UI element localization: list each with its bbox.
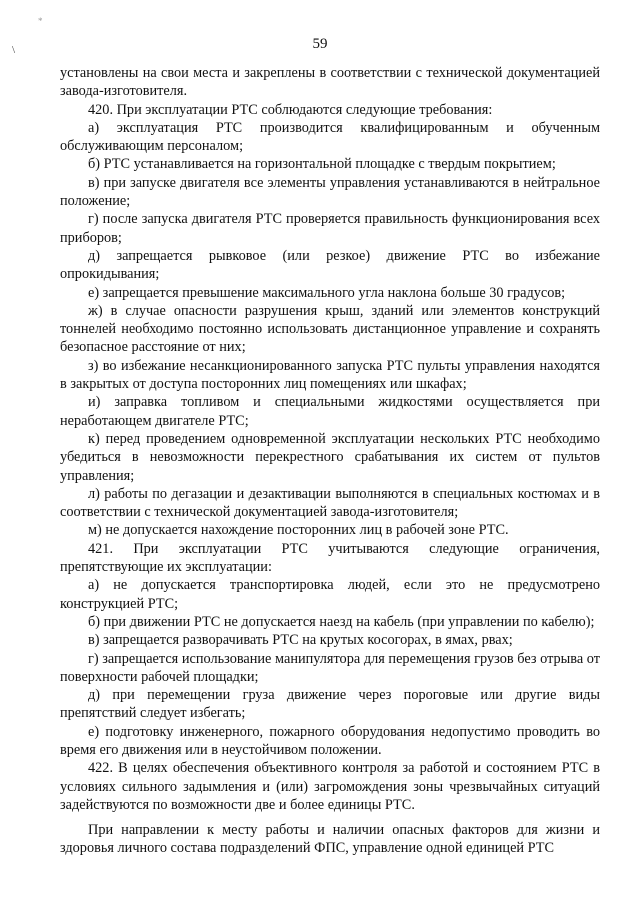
list-item-420-zh: ж) в случае опасности разрушения крыш, зданий или элементов конструкций тоннелей необходимо постоянно использовать дистанционное управление и сохранять безопасное расстояние от них;: [60, 302, 600, 356]
paragraph-420: 420. При эксплуатации РТС соблюдаются следующие требования:: [88, 101, 493, 118]
list-item-420-a: а) эксплуатация РТС производится квалифицированным и обученным обслуживающим персоналом;: [60, 119, 600, 155]
list-item-421-e: е) подготовку инженерного, пожарного оборудования недопустимо проводить во время его движения или в неустойчивом положении.: [60, 723, 600, 758]
body-text: [60, 64, 600, 858]
paragraph-continuation: установлены на свои места и закреплены в соответствии с технической документацией завода-изготовителя.: [60, 65, 600, 100]
list-item-420-k: к) перед проведением одновременной эксплуатации нескольких РТС необходимо убедиться в невозможности перекрестного срабатывания их систем от пультов управления;: [60, 430, 600, 484]
paragraph-421: 421. При эксплуатации РТС учитываются следующие ограничения, препятствующие их эксплуатации:: [60, 540, 600, 576]
list-item-421-a: а) не допускается транспортировка людей, если это не предусмотрено конструкцией РТС;: [60, 577, 600, 612]
scan-mark-top: *: [38, 16, 43, 26]
list-item-420-v: в) при запуске двигателя все элементы управления устанавливаются в нейтральное положение;: [60, 174, 600, 210]
list-item-421-v: в) запрещается разворачивать РТС на крутых косогорах, в ямах, рвах;: [88, 632, 513, 649]
list-item-421-b: б) при движении РТС не допускается наезд на кабель (при управлении по кабелю);: [88, 613, 595, 630]
list-item-421-d: д) при перемещении груза движение через пороговые или другие виды препятствий следует избегать;: [60, 687, 600, 722]
list-item-420-d: д) запрещается рывковое (или резкое) движение РТС во избежание опрокидывания;: [60, 247, 600, 283]
paragraph-422: 422. В целях обеспечения объективного контроля за работой и состоянием РТС в условиях сильного задымления и (или) загромождения зоны чрезвычайных ситуаций задействуются по возможности две и более единицы РТС.: [60, 760, 600, 813]
list-item-420-i: и) заправка топливом и специальными жидкостями осуществляется при неработающем двигателе РТС;: [60, 394, 600, 429]
list-item-420-m: м) не допускается нахождение посторонних лиц в рабочей зоне РТС.: [88, 522, 509, 539]
list-item-420-b: б) РТС устанавливается на горизонтальной площадке с твердым покрытием;: [88, 156, 556, 173]
list-item-420-e: е) запрещается превышение максимального угла наклона больше 30 градусов;: [88, 284, 566, 301]
list-item-421-g: г) запрещается использование манипулятора для перемещения грузов без отрыва от поверхности рабочей площадки;: [60, 650, 600, 685]
list-item-420-z: з) во избежание несанкционированного запуска РТС пульты управления находятся в закрытых от доступа посторонних лиц помещениях или шкафах;: [60, 357, 600, 393]
list-item-420-l: л) работы по дегазации и дезактивации выполняются в специальных костюмах и в соответствии с технической документацией завода-изготовителя;: [60, 485, 600, 521]
scan-mark-left: \: [12, 44, 16, 56]
paragraph-422-continued: При направлении к месту работы и наличии опасных факторов для жизни и здоровья личного состава подразделений ФПС, управление одной единицей РТС: [60, 822, 600, 857]
page-number: 59: [312, 36, 328, 52]
list-item-420-g: г) после запуска двигателя РТС проверяется правильность функционирования всех приборов;: [60, 211, 600, 246]
